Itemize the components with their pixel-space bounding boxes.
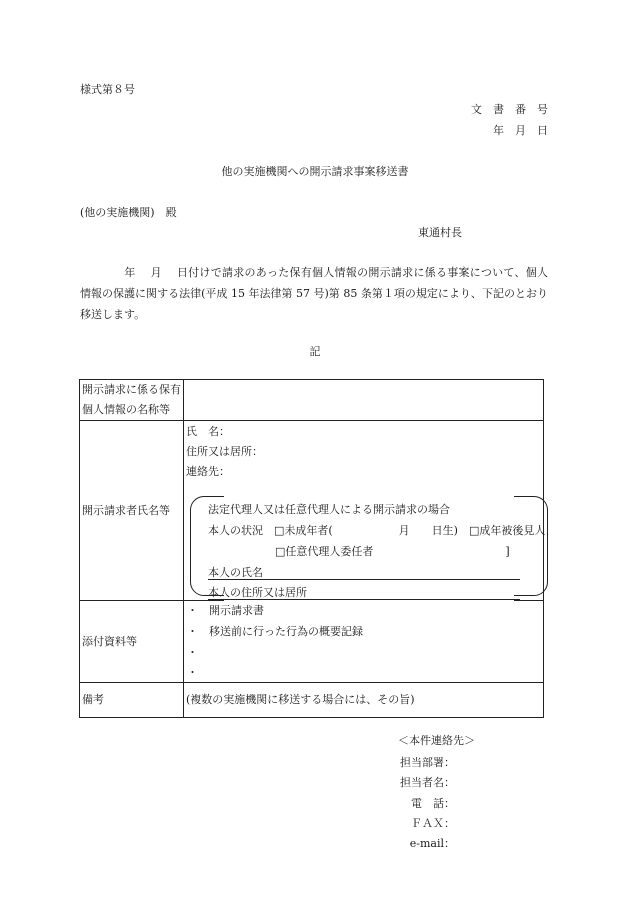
- principal-status: 本人の状況 □未成年者( 月 日生) □成年被後見人: [208, 524, 546, 537]
- requester-name: 氏 名：: [186, 425, 230, 438]
- sender: 東通村長: [418, 226, 462, 239]
- attachment-item: ・ 開示請求書: [187, 604, 264, 617]
- addressee: (他の実施機関) 殿: [80, 206, 177, 219]
- contact-heading: ＜本件連絡先＞: [398, 734, 475, 747]
- form-number: 様式第８号: [80, 83, 135, 96]
- contact-fax: ＦＡＸ：: [411, 817, 455, 830]
- requester-address: 住所又は居所：: [186, 445, 263, 458]
- principal-name-line: [208, 579, 520, 580]
- attachment-item: ・: [187, 646, 198, 659]
- document-date: 年 月 日: [493, 124, 548, 137]
- value-remarks: [184, 683, 544, 718]
- contact-dept: 担当部署：: [400, 756, 455, 769]
- principal-address: 本人の住所又は居所: [208, 586, 307, 599]
- label-attachments: 添付資料等: [80, 601, 184, 683]
- transfer-table: [79, 379, 544, 718]
- body-paragraph: [80, 262, 548, 325]
- document-number: 文 書 番 号: [471, 103, 548, 116]
- requester-contact: 連絡先：: [186, 465, 230, 478]
- contact-email: e-mail：: [409, 837, 455, 850]
- principal-name: 本人の氏名: [208, 566, 263, 579]
- remarks-text: (複数の実施機関に移送する場合には、その旨): [186, 693, 415, 706]
- value-info-name: [184, 380, 544, 421]
- label-info-name: 開示請求に係る保有個人情報の名称等: [80, 380, 184, 421]
- label-remarks: 備考: [80, 683, 184, 718]
- value-requester: [184, 421, 544, 601]
- attachment-item: ・ 移送前に行った行為の概要記録: [187, 625, 363, 638]
- page-title: 他の実施機関への開示請求事案移送書: [221, 165, 409, 178]
- body-text: 年 月 日付けで請求のあった保有個人情報の開示請求に係る事案について、個人情報の保護に関する法律(平成 15 年法律第 57 号)第 85 条第１項の規定により、下記のとおり移送します。: [80, 266, 548, 321]
- label-requester: 開示請求者氏名等: [80, 421, 184, 601]
- contact-phone: 電 話：: [411, 797, 455, 810]
- agent-delegate: □任意代理人委任者 ]: [275, 545, 510, 558]
- attachment-item: ・: [187, 666, 198, 679]
- contact-person: 担当者名：: [400, 776, 455, 789]
- value-attachments: [184, 601, 544, 683]
- ki-heading: 記: [309, 345, 321, 358]
- agent-heading: 法定代理人又は任意代理人による開示請求の場合: [208, 503, 450, 516]
